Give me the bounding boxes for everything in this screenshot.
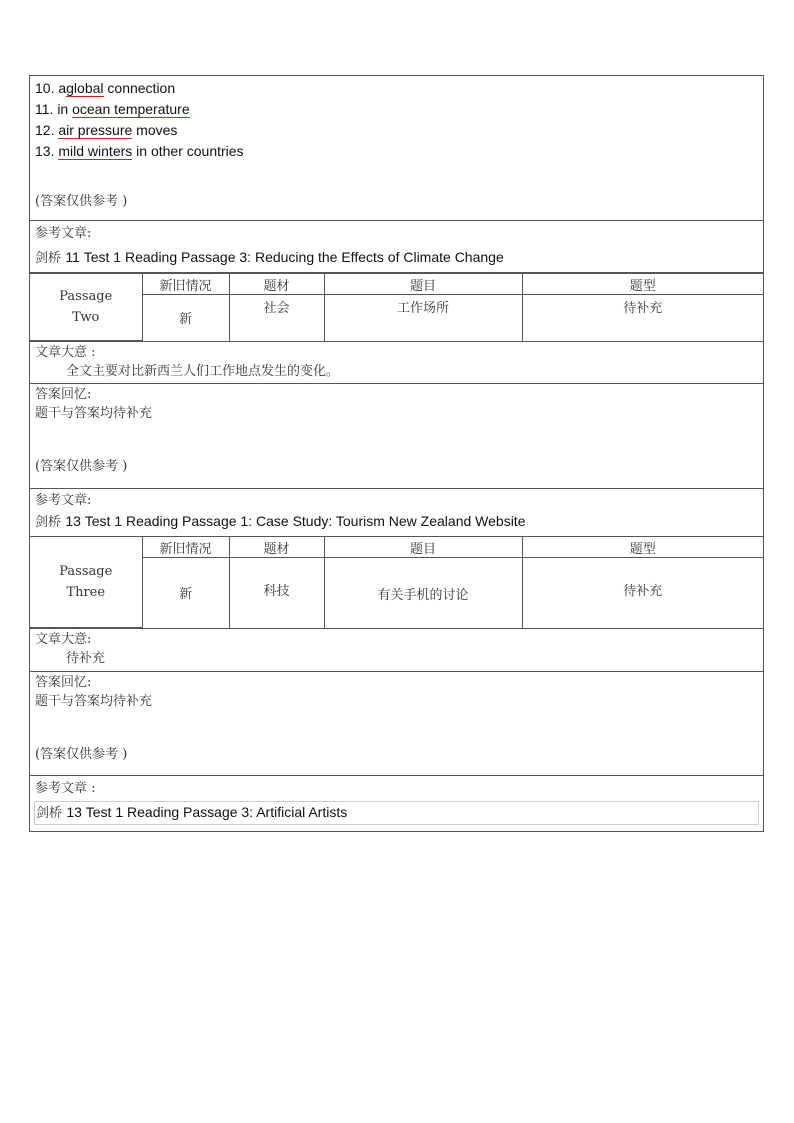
header-subject: 题材 — [229, 274, 324, 295]
passage-two-recall — [29, 383, 764, 488]
reference-article: 剑桥 11 Test 1 Reading Passage 3: Reducing the Effects of Climate Change — [35, 249, 504, 266]
passage-three-table — [29, 536, 764, 628]
passage-three-summary — [29, 628, 764, 671]
header-type: 题型 — [522, 274, 763, 295]
summary-text: 全文主要对比新西兰人们工作地点发生的变化。 — [66, 364, 340, 379]
passage-three-type: 待补充 — [522, 558, 763, 628]
disclaimer: (答案仅供参考 ) — [35, 747, 128, 762]
passage-two-summary — [29, 341, 764, 383]
summary-label: 文章大意 : — [35, 345, 96, 360]
passage-two-subject: 社会 — [229, 295, 324, 341]
document-page — [29, 75, 764, 832]
header-status: 新旧情况 — [142, 274, 229, 295]
recall-text: 题干与答案均待补充 — [35, 694, 153, 709]
passage-three-status: 新 — [142, 558, 229, 628]
reference-section — [29, 220, 764, 272]
disclaimer: (答案仅供参考 ) — [35, 194, 128, 209]
passage-three-reference — [29, 775, 764, 832]
disclaimer: (答案仅供参考 ) — [35, 459, 128, 474]
summary-label: 文章大意: — [35, 632, 92, 647]
header-topic: 题目 — [324, 274, 522, 295]
passage-two-reference — [29, 488, 764, 536]
reference-label: 参考文章 : — [35, 781, 96, 796]
reference-label: 参考文章: — [35, 493, 92, 508]
header-status: 新旧情况 — [142, 537, 229, 558]
reference-article: 剑桥 13 Test 1 Reading Passage 1: Case Study: Tourism New Zealand Website — [35, 513, 526, 530]
summary-text: 待补充 — [66, 651, 106, 666]
passage-three-subject: 科技 — [229, 558, 324, 628]
recall-text: 题干与答案均待补充 — [35, 406, 153, 421]
passage-three-topic: 有关手机的讨论 — [324, 558, 522, 628]
answer-10: 10. aglobal connection — [35, 80, 176, 96]
passage-three-label: Passage Three — [30, 537, 142, 628]
passage-two-type: 待补充 — [522, 295, 763, 341]
reference-label: 参考文章: — [35, 226, 92, 241]
answer-13: 13. mild winters in other countries — [35, 143, 244, 159]
passage-two-table — [29, 272, 764, 341]
reference-article: 剑桥 13 Test 1 Reading Passage 3: Artificial Artists — [36, 804, 348, 821]
answer-11: 11. in ocean temperature — [35, 101, 190, 117]
header-type: 题型 — [522, 537, 763, 558]
passage-two-status: 新 — [142, 295, 229, 341]
passage-two-label: Passage Two — [30, 274, 142, 341]
passage-two-topic: 工作场所 — [324, 295, 522, 341]
recall-label: 答案回忆: — [35, 387, 92, 402]
header-subject: 题材 — [229, 537, 324, 558]
answer-12: 12. air pressure moves — [35, 122, 178, 138]
recall-label: 答案回忆: — [35, 675, 92, 690]
header-topic: 题目 — [324, 537, 522, 558]
passage-three-recall — [29, 671, 764, 775]
reference-article-box — [34, 801, 759, 825]
answer-section — [29, 75, 764, 220]
